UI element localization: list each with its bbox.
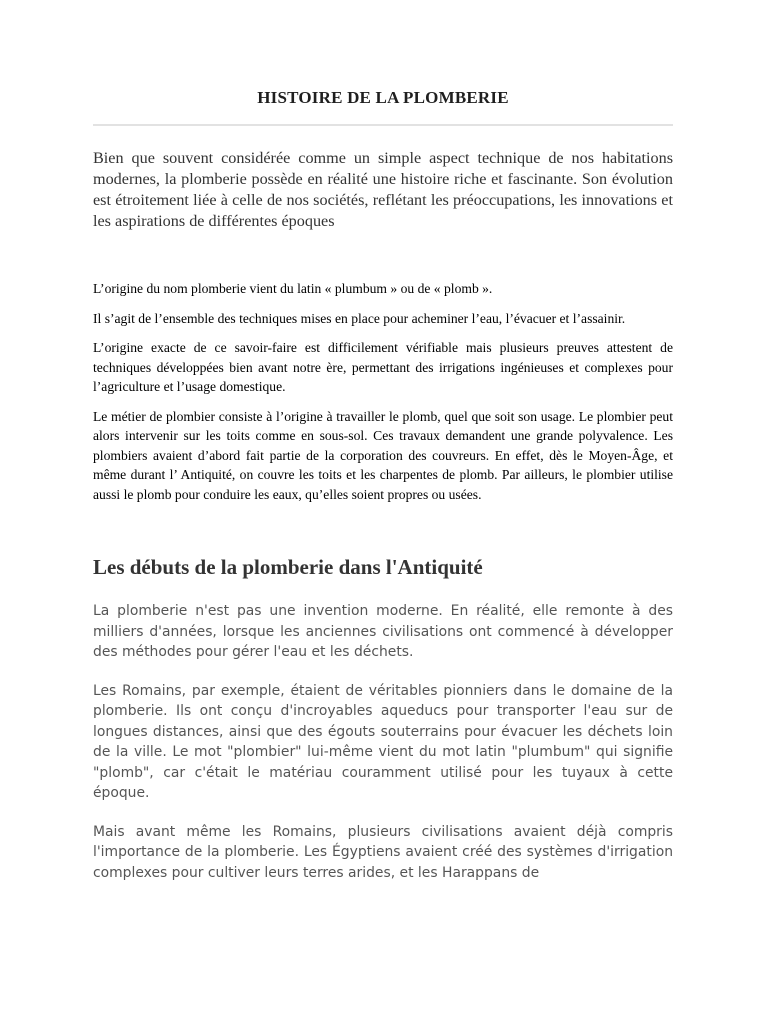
body-paragraph: L’origine du nom plomberie vient du latin « plumbum » ou de « plomb ». xyxy=(93,281,493,296)
section-paragraph: Les Romains, par exemple, étaient de véritables pionniers dans le domaine de la plomberie. Ils ont conçu d'incroyables aqueducs pour transporter l'eau sur de longues distances, ainsi que des égouts souterrains pour évacuer les déchets loin de la ville. Le mot "plombier" lui-même vient du mot latin "plumbum" qui signifie "plomb", car c'était le matériau couramment utilisé pour les tuyaux à cette époque. xyxy=(93,682,673,801)
title-divider xyxy=(93,124,673,126)
body-paragraph: Le métier de plombier consiste à l’origine à travailler le plomb, quel que soit son usage. Le plombier peut alors intervenir sur les toits comme en sous-sol. Ces travaux demandent une grande polyvalence. Les plombiers avaient d’abord fait partie de la corporation des couvreurs. En effet, dès le Moyen-Âge, et même durant l’ Antiquité, on couvre les toits et les charpentes de plomb. Par ailleurs, le plombier utilise aussi le plomb pour conduire les eaux, qu’elles soient propres ou usées. xyxy=(93,408,673,502)
section-paragraph: Mais avant même les Romains, plusieurs civilisations avaient déjà compris l'importance de la plomberie. Les Égyptiens avaient créé des systèmes d'irrigation complexes pour cultiver leurs terres arides, et les Harappans de xyxy=(93,823,673,881)
intro-paragraph: Bien que souvent considérée comme un simple aspect technique de nos habitations modernes, la plomberie possède en réalité une histoire riche et fascinante. Son évolution est étroitement liée à celle de nos sociétés, reflétant les préoccupations, les innovations et les aspirations de différentes époques xyxy=(93,149,673,230)
section-paragraph: La plomberie n'est pas une invention moderne. En réalité, elle remonte à des milliers d'années, lorsque les anciennes civilisations ont commencé à développer des méthodes pour gérer l'eau et les déchets. xyxy=(93,603,673,660)
document-title: HISTOIRE DE LA PLOMBERIE xyxy=(257,88,509,107)
body-paragraph: L’origine exacte de ce savoir-faire est difficilement vérifiable mais plusieurs preuves attestent de techniques développées bien avant notre ère, permettant des irrigations ingénieuses et complexes pour l’agriculture et l’usage domestique. xyxy=(93,340,673,394)
document-page xyxy=(93,0,673,883)
section-heading: Les débuts de la plomberie dans l'Antiquité xyxy=(93,555,483,579)
body-paragraph: Il s’agit de l’ensemble des techniques mises en place pour acheminer l’eau, l’évacuer et l’assainir. xyxy=(93,310,626,326)
